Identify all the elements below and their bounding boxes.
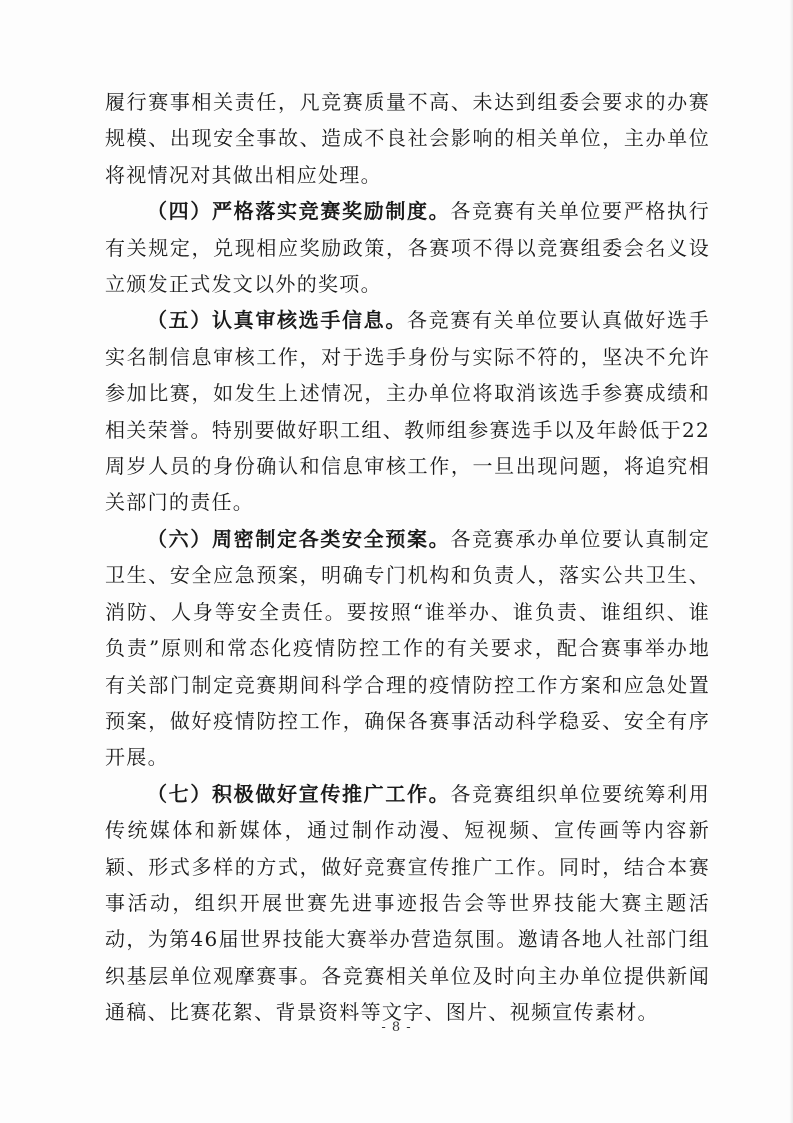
paragraph-section-6	[105, 521, 710, 776]
scan-edge-shadow	[789, 0, 793, 1123]
paragraph-text: 各竞赛有关单位要认真做好选手实名制信息审核工作，对于选手身份与实际不符的，坚决不允许参加比赛，如发生上述情况，主办单位将取消该选手参赛成绩和相关荣誉。特别要做好职工组、教师组参赛选手以及年龄低于22周岁人员的身份确认和信息审核工作，一旦出现问题，将追究相关部门的责任。	[105, 308, 710, 515]
paragraph-section-4	[105, 193, 710, 302]
paragraph-section-5	[105, 302, 710, 520]
section-heading: （四）严格落实竞赛奖励制度。	[147, 199, 451, 224]
document-body	[105, 84, 710, 1031]
section-heading: （六）周密制定各类安全预案。	[147, 526, 451, 551]
page-number: - 8 -	[381, 1020, 412, 1035]
paragraph-text: 各竞赛有关单位要严格执行有关规定，兑现相应奖励政策，各赛项不得以竞赛组委会名义设立颁发正式发文以外的奖项。	[105, 199, 711, 297]
paragraph-text: 各竞赛组织单位要统筹利用传统媒体和新媒体，通过制作动漫、短视频、宣传画等内容新颖、形式多样的方式，做好竞赛宣传推广工作。同时，结合本赛事活动，组织开展世赛先进事迹报告会等世界技能大赛主题活动，为第46届世界技能大赛举办营造氛围。邀请各地人社部门组织基层单位观摩赛事。各竞赛相关单位及时向主办单位提供新闻通稿、比赛花絮、背景资料等文字、图片、视频宣传素材。	[105, 781, 711, 1025]
paragraph-text: 履行赛事相关责任，凡竞赛质量不高、未达到组委会要求的办赛规模、出现安全事故、造成不良社会影响的相关单位，主办单位将视情况对其做出相应处理。	[105, 90, 710, 187]
section-heading: （七）积极做好宣传推广工作。	[147, 781, 451, 806]
paragraph-text: 各竞赛承办单位要认真制定卫生、安全应急预案，明确专门机构和负责人，落实公共卫生、消防、人身等安全责任。要按照“谁举办、谁负责、谁组织、谁负责”原则和常态化疫情防控工作的有关要求，配合赛事举办地有关部门制定竞赛期间科学合理的疫情防控工作方案和应急处置预案，做好疫情防控工作，确保各赛事活动科学稳妥、安全有序开展。	[105, 526, 711, 770]
paragraph-continuation	[105, 84, 710, 193]
section-heading: （五）认真审核选手信息。	[147, 308, 408, 333]
paragraph-section-7	[105, 776, 710, 1031]
